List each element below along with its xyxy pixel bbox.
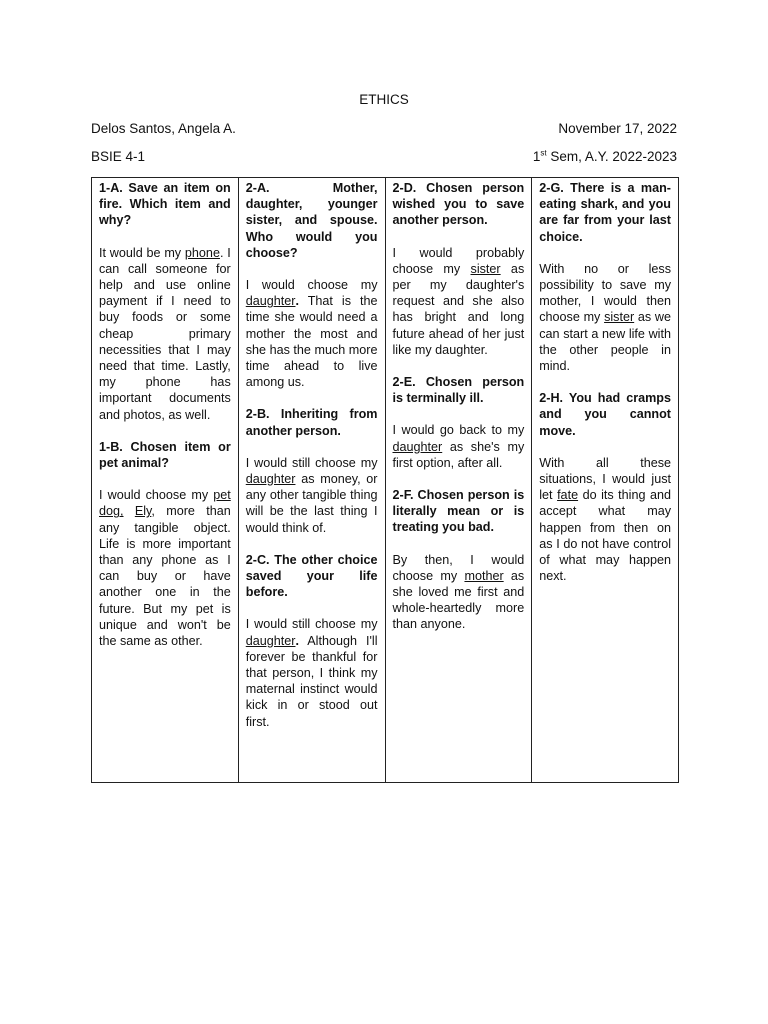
question-2d: 2-D. Chosen person wished you to save another person. [392, 181, 525, 228]
answer-2h: With all these situations, I would just let fate do its thing and accept what may happen from then on as I do not have control of what may happen next. [539, 455, 671, 584]
table-row [92, 178, 679, 783]
answer-1a: It would be my phone. I can call someone for help and use online payment if I need to buy foods or some cheap primary necessities that I may need that time. Lastly, my phone has important documents and photos, as well. [99, 245, 231, 422]
question-1a: 1-A. Save an item on fire. Which item and why? [99, 181, 231, 228]
question-2c: 2-C. The other choice saved your life before. [245, 552, 378, 600]
student-name: Delos Santos, Angela A. [91, 121, 236, 136]
header-row-1 [91, 121, 677, 136]
semester-info: 1st Sem, A.Y. 2022-2023 [532, 148, 677, 164]
question-2f: 2-F. Chosen person is literally mean or is treating you bad. [392, 488, 525, 535]
question-2h: 2-H. You had cramps and you cannot move. [539, 391, 671, 438]
answer-2a: I would choose my daughter. That is the time she would need a mother the most and she has the much more time ahead to live among us. [245, 278, 378, 390]
answer-2b: I would still choose my daughter as money, or any other tangible thing will be the last thing I would think of. [245, 455, 378, 535]
document-date: November 17, 2022 [558, 121, 677, 136]
question-2a: 2-A. Mother, daughter, younger sister, and spouse. Who would you choose? [245, 181, 378, 260]
question-2b: 2-B. Inheriting from another person. [245, 407, 378, 438]
answer-1b: I would choose my pet dog, Ely, more than any tangible object. Life is more important than any phone as I can buy or have another one in the future. But my pet is unique and won't be the same as other. [99, 488, 231, 649]
column-1 [92, 178, 239, 783]
column-2 [238, 178, 385, 783]
ethics-table [91, 177, 679, 783]
question-1b: 1-B. Chosen item or pet animal? [99, 439, 231, 471]
column-3 [385, 178, 532, 783]
question-2g: 2-G. There is a man-eating shark, and you are far from your last choice. [539, 181, 671, 244]
answer-2e: I would go back to my daughter as she's my first option, after all. [392, 423, 525, 470]
answer-2c: I would still choose my daughter. Although I'll forever be thankful for that person, I think my maternal instinct would kick in or stood out first. [245, 617, 378, 729]
answer-2g: With no or less possibility to save my mother, I would then choose my sister as we can start a new life with the other people in mind. [539, 261, 671, 374]
answer-2f: By then, I would choose my mother as she loved me first and whole-heartedly more than anyone. [392, 552, 525, 632]
question-2e: 2-E. Chosen person is terminally ill. [392, 375, 525, 406]
column-4 [532, 178, 679, 783]
page-title: ETHICS [359, 92, 409, 107]
answer-2d: I would probably choose my sister as per my daughter's request and she also has bright and long future ahead of her just like my daughter. [392, 245, 525, 357]
student-section: BSIE 4-1 [91, 149, 146, 164]
header-row-2 [91, 149, 677, 164]
